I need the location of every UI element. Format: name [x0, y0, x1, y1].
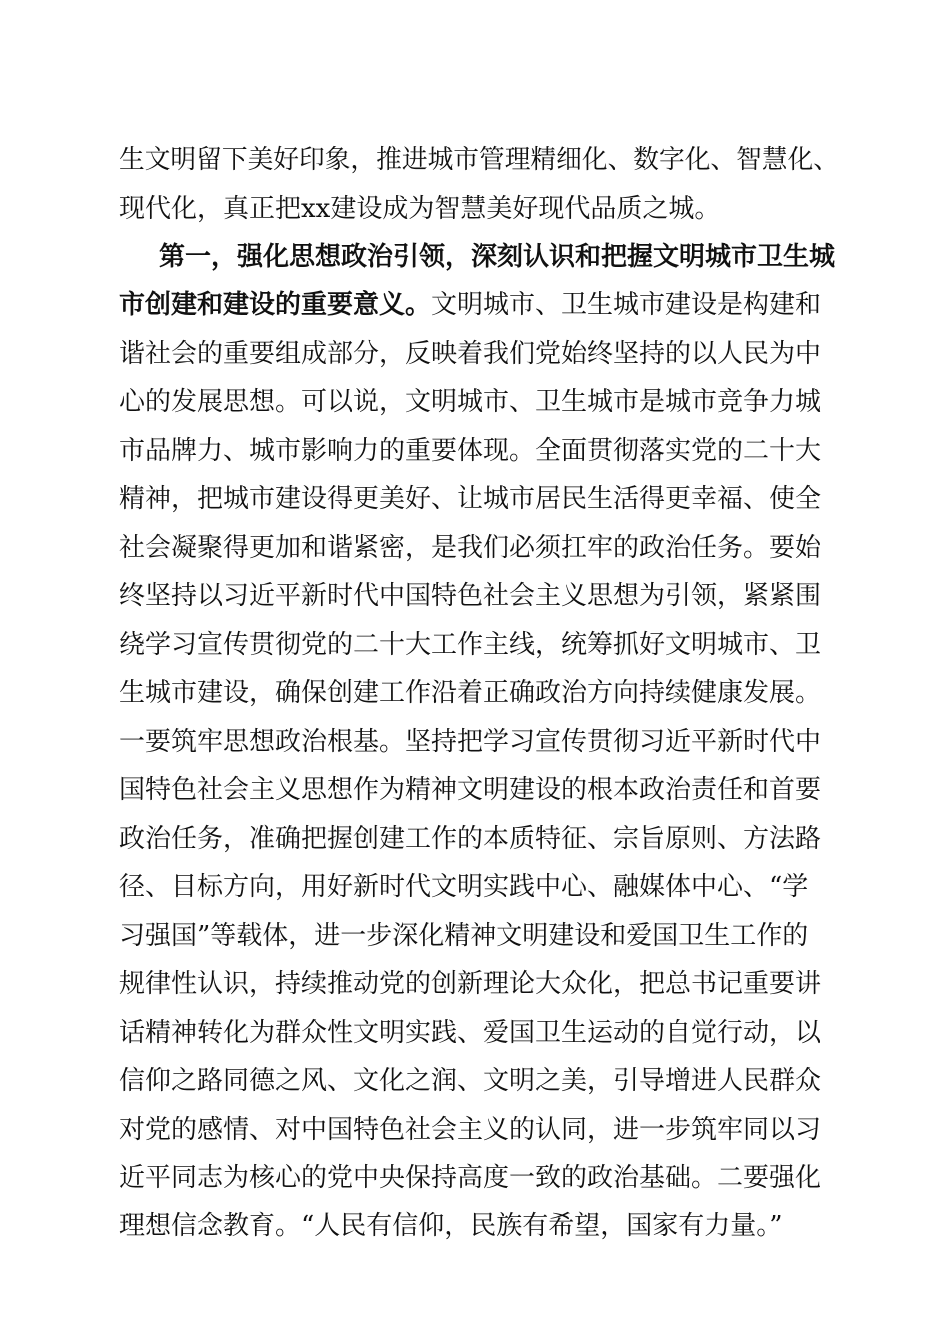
section-heading-line-1: [159, 242, 839, 272]
text-line-20: [119, 1066, 839, 1096]
line-text: 绕学习宣传贯彻党的二十大工作主线，统筹抓好文明城市、卫: [119, 630, 822, 660]
text-line-18: [119, 969, 839, 999]
text-line-17: [119, 921, 839, 951]
text-line-19: [119, 1018, 839, 1048]
text-line-9: [119, 533, 839, 563]
line-text: 规律性认识，持续推动党的创新理论大众化，把总书记重要讲: [119, 969, 822, 999]
line-text: 现代化，真正把xx建设成为智慧美好现代品质之城。: [119, 194, 721, 224]
text-line-13: [119, 727, 839, 757]
line-text: 政治任务，准确把握创建工作的本质特征、宗旨原则、方法路: [119, 824, 822, 854]
line-text: 终坚持以习近平新时代中国特色社会主义思想为引领，紧紧围: [119, 581, 822, 611]
line-text: 社会凝聚得更加和谐紧密，是我们必须扛牢的政治任务。要始: [119, 533, 822, 563]
line-text: 国特色社会主义思想作为精神文明建设的根本政治责任和首要: [119, 775, 822, 805]
text-line-6: [119, 387, 839, 417]
text-line-4: [119, 290, 839, 320]
text-line-2: [119, 194, 839, 224]
heading-text: 第一，强化思想政治引领，深刻认识和把握文明城市卫生城: [159, 242, 836, 272]
line-text: 市品牌力、城市影响力的重要体现。全面贯彻落实党的二十大: [119, 436, 822, 466]
text-line-16: [119, 872, 839, 902]
line-text: 近平同志为核心的党中央保持高度一致的政治基础。二要强化: [119, 1163, 822, 1193]
line-text: 谐社会的重要组成部分，反映着我们党始终坚持的以人民为中: [119, 339, 822, 369]
text-line-7: [119, 436, 839, 466]
heading-text: 市创建和建设的重要意义。: [119, 290, 432, 320]
line-text: 精神，把城市建设得更美好、让城市居民生活得更幸福、使全: [119, 484, 822, 514]
text-line-14: [119, 775, 839, 805]
text-line-21: [119, 1115, 839, 1145]
line-text: 对党的感情、对中国特色社会主义的认同，进一步筑牢同以习: [119, 1115, 822, 1145]
text-line-12: [119, 678, 839, 708]
line-text: 习强国”等载体，进一步深化精神文明建设和爱国卫生工作的: [119, 921, 809, 951]
text-line-15: [119, 824, 839, 854]
text-line-8: [119, 484, 839, 514]
line-text: 信仰之路同德之风、文化之润、文明之美，引导增进人民群众: [119, 1066, 822, 1096]
text-line-23: [119, 1211, 839, 1241]
text-line-1: [119, 145, 840, 175]
line-text: 心的发展思想。可以说，文明城市、卫生城市是城市竞争力城: [119, 387, 822, 417]
line-text: 话精神转化为群众性文明实践、爱国卫生运动的自觉行动，以: [119, 1018, 822, 1048]
text-line-22: [119, 1163, 839, 1193]
line-text: 生文明留下美好印象，推进城市管理精细化、数字化、智慧化、: [119, 145, 840, 175]
line-text: 理想信念教育。“人民有信仰，民族有希望，国家有力量。”: [119, 1211, 783, 1241]
text-line-11: [119, 630, 839, 660]
line-text: 径、目标方向，用好新时代文明实践中心、融媒体中心、“学: [119, 872, 809, 902]
line-text: 文明城市、卫生城市建设是构建和: [431, 290, 822, 320]
text-line-5: [119, 339, 839, 369]
text-line-10: [119, 581, 839, 611]
line-text: 一要筑牢思想政治根基。坚持把学习宣传贯彻习近平新时代中: [119, 727, 822, 757]
line-text: 生城市建设，确保创建工作沿着正确政治方向持续健康发展。: [119, 678, 822, 708]
